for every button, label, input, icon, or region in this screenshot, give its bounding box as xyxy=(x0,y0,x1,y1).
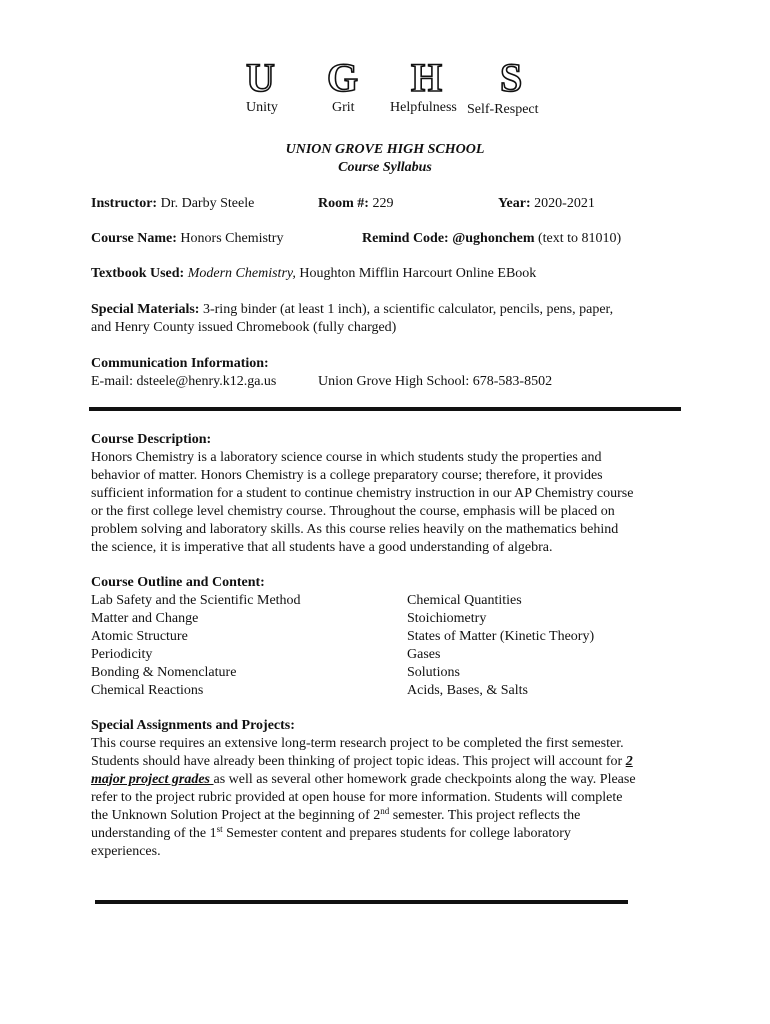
motto-word-unity: Unity xyxy=(246,100,278,115)
year-field xyxy=(498,195,595,213)
course-name-value: Honors Chemistry xyxy=(180,231,284,246)
description-line: behavior of matter. Honors Chemistry is a college preparatory course; therefore, it provides xyxy=(91,468,603,483)
room-field xyxy=(318,195,393,213)
syllabus-title: Course Syllabus xyxy=(338,160,432,175)
course-description-section xyxy=(91,431,691,557)
assignments-line: refer to the project rubric provided at open house for more information. Students will complete xyxy=(91,790,623,805)
assignments-text: the Unknown Solution Project at the beginning of 2 xyxy=(91,808,381,823)
textbook-title: Modern Chemistry, xyxy=(187,266,296,281)
assignments-line: This course requires an extensive long-term research project to be completed the first semester. xyxy=(91,736,624,751)
description-line: Honors Chemistry is a laboratory science course in which students study the properties and xyxy=(91,450,602,465)
room-value: 229 xyxy=(372,196,394,211)
outline-topic: Bonding & Nomenclature xyxy=(91,665,237,680)
outline-topic: Periodicity xyxy=(91,647,153,662)
instructor-field xyxy=(91,195,254,213)
description-line: sufficient information for a student to continue chemistry instruction in our AP Chemistry course xyxy=(91,486,634,501)
outline-topic: Chemical Reactions xyxy=(91,683,204,698)
year-label: Year: xyxy=(498,196,531,211)
motto-word-helpfulness: Helpfulness xyxy=(390,100,457,115)
assignments-text: as well as several other homework grade checkpoints along the way. Please xyxy=(213,772,636,787)
materials-line-1: 3-ring binder (at least 1 inch), a scientific calculator, pencils, pens, paper, xyxy=(202,302,614,317)
major-project-grades-emphasis: major project grades xyxy=(91,772,214,787)
textbook-label: Textbook Used: xyxy=(91,266,185,281)
assignments-text: Students should have already been thinking of project topic ideas. This project will account for xyxy=(91,754,626,769)
textbook-field xyxy=(91,265,536,283)
outline-topic: Solutions xyxy=(407,665,460,680)
course-name-field xyxy=(91,230,283,248)
course-outline-heading: Course Outline and Content: xyxy=(91,575,265,590)
instructor-value: Dr. Darby Steele xyxy=(160,196,255,211)
motto-letter-h: H xyxy=(411,55,443,100)
remind-code-field xyxy=(362,230,621,248)
ordinal-suffix: st xyxy=(216,824,223,834)
year-value: 2020-2021 xyxy=(534,196,595,211)
instructor-label: Instructor: xyxy=(91,196,158,211)
textbook-publisher: Houghton Mifflin Harcourt Online EBook xyxy=(299,266,537,281)
assignments-line xyxy=(91,825,691,843)
room-label: Room #: xyxy=(318,196,369,211)
section-divider-bottom xyxy=(95,900,628,904)
course-name-label: Course Name: xyxy=(91,231,177,246)
description-line: problem solving and laboratory skills. As this course relies heavily on the mathematics behind xyxy=(91,522,619,537)
email-line: E-mail: dsteele@henry.k12.ga.us xyxy=(91,374,277,389)
assignments-line xyxy=(91,807,691,825)
outline-topic: Acids, Bases, & Salts xyxy=(407,683,528,698)
outline-topic: Chemical Quantities xyxy=(407,593,522,608)
motto-letter-s: S xyxy=(500,55,523,100)
outline-topic: Matter and Change xyxy=(91,611,199,626)
special-assignments-heading: Special Assignments and Projects: xyxy=(91,718,295,733)
motto-word-self-respect: Self-Respect xyxy=(467,102,539,117)
outline-right-column xyxy=(407,592,594,700)
ordinal-suffix: nd xyxy=(380,806,390,816)
assignments-text: semester. This project reflects the xyxy=(389,808,581,823)
outline-topic: Gases xyxy=(407,647,441,662)
outline-topic: States of Matter (Kinetic Theory) xyxy=(407,629,595,644)
assignments-line: experiences. xyxy=(91,844,161,859)
course-description-heading: Course Description: xyxy=(91,432,212,447)
outline-topic: Stoichiometry xyxy=(407,611,487,626)
project-grade-count: 2 xyxy=(625,754,633,769)
assignments-line xyxy=(91,753,691,771)
section-divider-top xyxy=(89,407,681,411)
assignments-line xyxy=(91,771,691,789)
description-line: the science, it is imperative that all students have a good understanding of algebra. xyxy=(91,540,553,555)
remind-code-label: Remind Code: @ughonchem xyxy=(362,231,535,246)
motto-word-grit: Grit xyxy=(332,100,355,115)
assignments-text: Semester content and prepares students for college laboratory xyxy=(222,826,571,841)
school-name: UNION GROVE HIGH SCHOOL xyxy=(285,142,485,157)
communication-heading: Communication Information: xyxy=(91,356,269,371)
phone-line: Union Grove High School: 678-583-8502 xyxy=(318,374,553,389)
assignments-text: understanding of the 1 xyxy=(91,826,217,841)
materials-label: Special Materials: xyxy=(91,302,200,317)
remind-code-value: (text to 81010) xyxy=(537,231,622,246)
outline-left-column xyxy=(91,592,301,700)
outline-topic: Atomic Structure xyxy=(91,629,188,644)
motto-letter-u: U xyxy=(246,55,275,100)
special-assignments-section xyxy=(91,717,691,861)
materials-field xyxy=(91,301,613,319)
materials-line-2: and Henry County issued Chromebook (fully charged) xyxy=(91,320,397,335)
description-line: or the first college level chemistry course. Throughout the course, emphasis will be placed on xyxy=(91,504,615,519)
motto-letter-g: G xyxy=(327,55,359,100)
outline-topic: Lab Safety and the Scientific Method xyxy=(91,593,301,608)
